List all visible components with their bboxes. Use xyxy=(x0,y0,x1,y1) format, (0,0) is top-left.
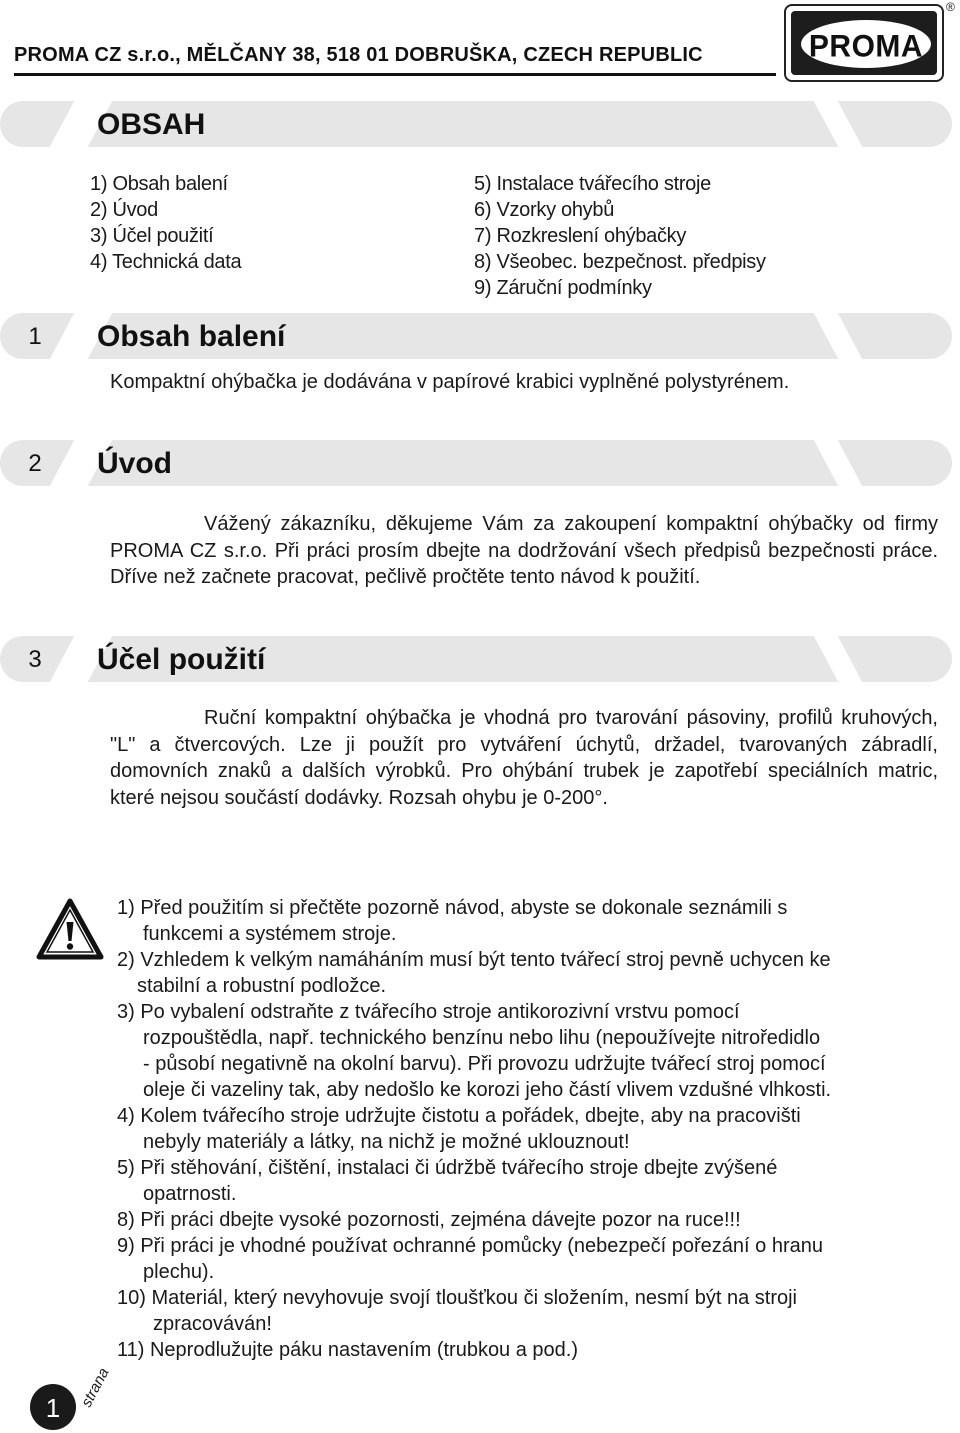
logo-background xyxy=(791,11,937,75)
warning-line: funkcemi a systémem stroje. xyxy=(143,923,397,945)
warning-line: 1) Před použitím si přečtěte pozorně návod, abyste se dokonale seznámili s xyxy=(117,897,788,919)
warning-triangle-icon xyxy=(36,898,104,960)
warning-line: 8) Při práci dbejte vysoké pozornosti, zejména dávejte pozor na ruce!!! xyxy=(117,1209,741,1231)
header-rule xyxy=(14,73,776,76)
band-stripe xyxy=(814,636,862,682)
toc-item[interactable]: 5) Instalace tvářecího stroje xyxy=(474,173,711,195)
section-title: Účel použití xyxy=(97,643,266,676)
toc-title: OBSAH xyxy=(97,108,206,141)
company-address: PROMA CZ s.r.o., MĚLČANY 38, 518 01 DOBRUŠKA, CZECH REPUBLIC xyxy=(14,44,703,66)
section-1-text: Kompaktní ohýbačka je dodávána v papírové krabici vyplněné polystyrénem. xyxy=(110,371,790,393)
toc-item[interactable]: 6) Vzorky ohybů xyxy=(474,199,615,221)
section-2-text: Vážený zákazníku, děkujeme Vám za zakoupení kompaktní ohýbačky od firmy PROMA CZ s.r.o. Při práci prosím dbejte na dodržování všech předpisů bezpečnosti práce. Dříve než začnete pracovat, pečlivě pročtěte tento návod k použití. xyxy=(110,513,938,588)
warning-line: 4) Kolem tvářecího stroje udržujte čistotu a pořádek, dbejte, aby na pracovišti xyxy=(117,1105,801,1127)
logo-oval xyxy=(801,20,931,68)
toc-item[interactable]: 1) Obsah balení xyxy=(90,173,228,195)
warning-line: 9) Při práci je vhodné používat ochranné pomůcky (nebezpečí pořezání o hranu xyxy=(117,1235,823,1257)
page-number-badge xyxy=(30,1384,76,1430)
section-1-band xyxy=(0,313,952,359)
warning-line: zpracováván! xyxy=(153,1313,272,1335)
band-stripe xyxy=(814,313,862,359)
band-stripe xyxy=(814,101,862,147)
section-3-band xyxy=(0,636,952,682)
logo-text: PROMA xyxy=(808,29,924,64)
warning-line: - působí negativně na okolní barvu). Při provozu udržujte tvářecí stroj pomocí xyxy=(143,1053,826,1075)
toc-header-band xyxy=(0,101,952,147)
warning-line: 5) Při stěhování, čištění, instalaci či údržbě tvářecího stroje dbejte zvýšené xyxy=(117,1157,778,1179)
warning-line: plechu). xyxy=(143,1261,215,1283)
toc-item[interactable]: 2) Úvod xyxy=(90,199,158,221)
toc-item[interactable]: 4) Technická data xyxy=(90,251,242,273)
warning-line: 2) Vzhledem k velkým namáháním musí být tento tvářecí stroj pevně uchycen ke xyxy=(117,949,831,971)
section-2-band xyxy=(0,440,952,486)
section-title: Obsah balení xyxy=(97,320,286,353)
page-label: strana xyxy=(78,1365,113,1410)
proma-logo xyxy=(784,4,944,82)
registered-mark: ® xyxy=(946,0,955,14)
toc-item[interactable]: 9) Záruční podmínky xyxy=(474,277,652,299)
section-number: 2 xyxy=(28,450,42,477)
toc-item[interactable]: 7) Rozkreslení ohýbačky xyxy=(474,225,687,247)
page-number: 1 xyxy=(45,1393,61,1423)
safety-warnings xyxy=(117,895,952,1363)
warning-line: 11) Neprodlužujte páku nastavením (trubkou a pod.) xyxy=(117,1339,579,1361)
warning-line: 3) Po vybalení odstraňte z tvářecího stroje antikorozivní vrstvu pomocí xyxy=(117,1001,740,1023)
section-number: 3 xyxy=(28,646,42,673)
section-number: 1 xyxy=(28,323,42,350)
toc-right-column xyxy=(474,171,766,301)
warning-line: rozpouštědla, např. technického benzínu nebo lihu (nepoužívejte nitroředidlo xyxy=(143,1027,821,1049)
warning-line: oleje či vazeliny tak, aby nedošlo ke korozi jeho částí vlivem vzdušné vlhkosti. xyxy=(143,1079,832,1101)
section-3-text: Ruční kompaktní ohýbačka je vhodná pro tvarování pásoviny, profilů kruhových, "L" a čtvercových. Lze ji použít pro vytváření úchytů, držadel, tvarovaných zábradlí, domovních znaků a dalších výrobků. Pro ohýbání trubek je zapotřebí speciálních matric, které nejsou součástí dodávky. Rozsah ohybu je 0-200°. xyxy=(110,707,938,809)
warning-line: opatrnosti. xyxy=(143,1183,237,1205)
toc-item[interactable]: 8) Všeobec. bezpečnost. předpisy xyxy=(474,251,766,273)
band-stripe xyxy=(814,440,862,486)
warning-line: nebyly materiály a látky, na nichž je možné uklouznout! xyxy=(143,1131,630,1153)
warning-line: stabilní a robustní podložce. xyxy=(137,975,387,997)
warning-line: 10) Materiál, který nevyhovuje svojí tloušťkou či složením, nesmí být na stroji xyxy=(117,1287,797,1309)
toc-left-column xyxy=(90,171,241,275)
section-title: Úvod xyxy=(97,447,172,480)
toc-item[interactable]: 3) Účel použití xyxy=(90,225,214,247)
